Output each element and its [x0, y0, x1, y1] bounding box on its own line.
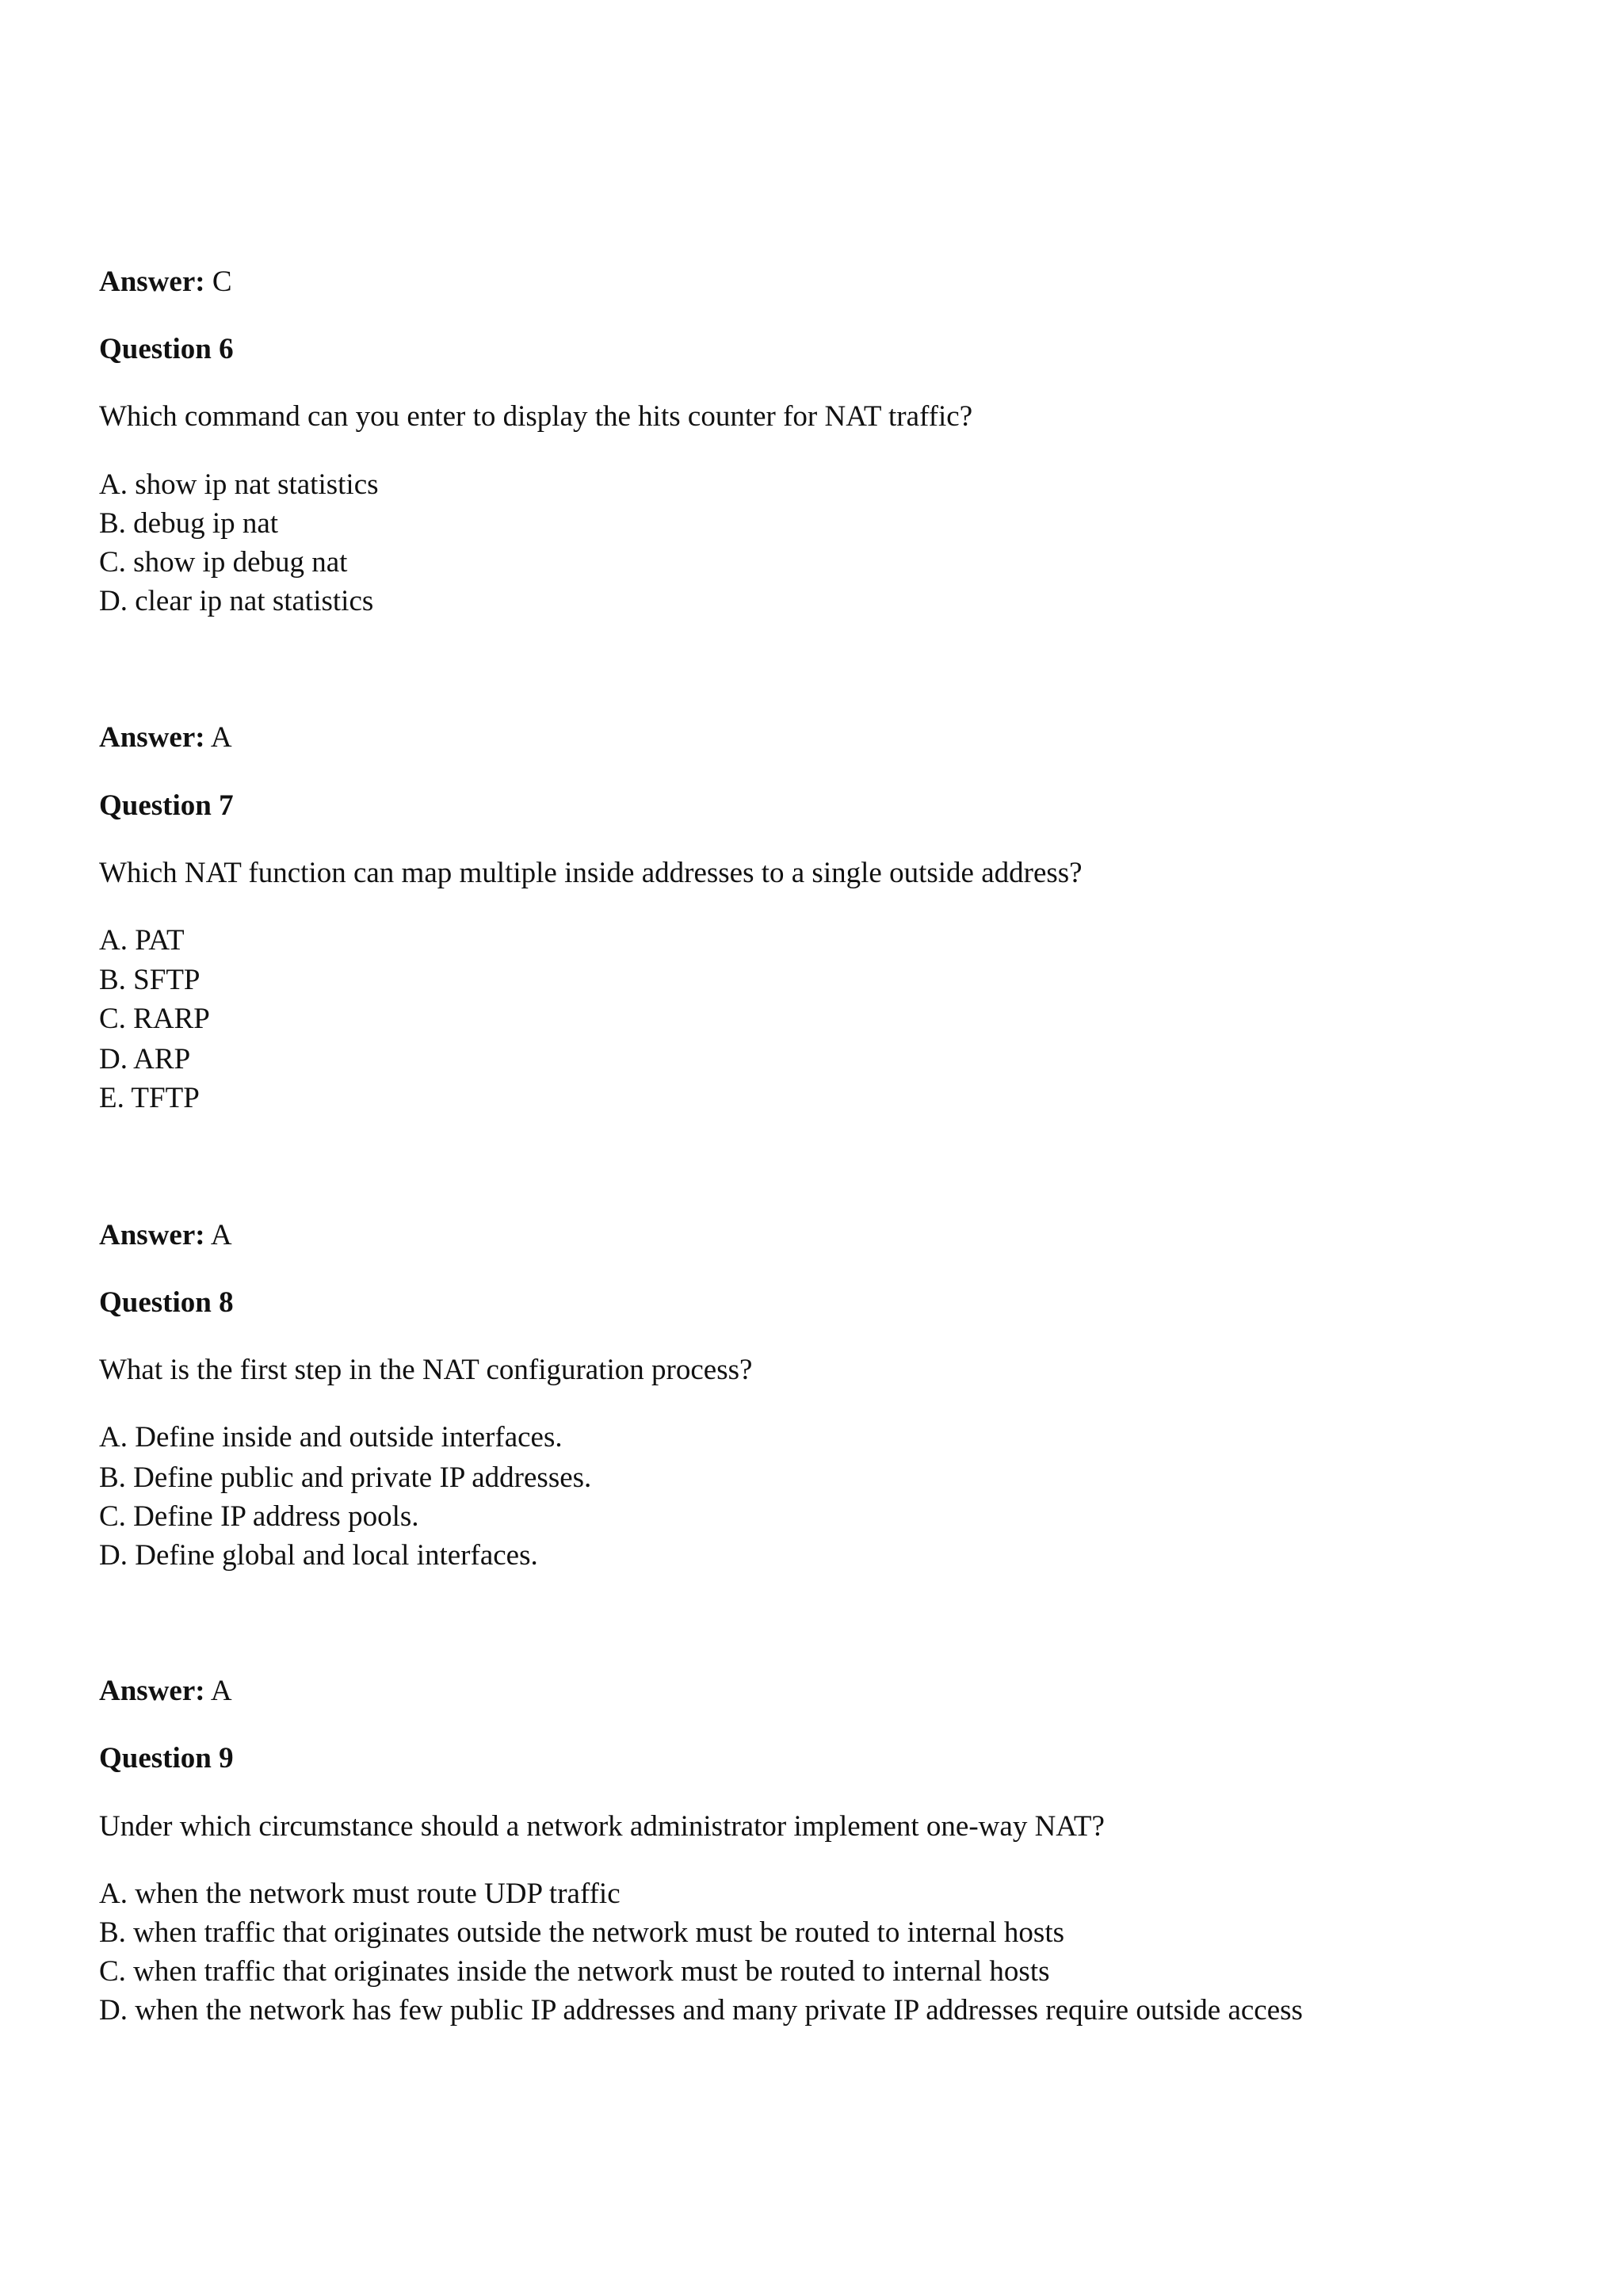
- question-text: Under which circumstance should a network administrator implement one-way NAT?: [99, 1810, 1105, 1843]
- question-title: Question 9: [99, 1742, 234, 1775]
- answer-value: A: [210, 1675, 232, 1707]
- answer-value: C: [212, 266, 232, 298]
- option-item: D. Define global and local interfaces.: [99, 1539, 538, 1572]
- option-item: D. clear ip nat statistics: [99, 585, 374, 617]
- question-text: Which command can you enter to display the hits counter for NAT traffic?: [99, 400, 973, 433]
- answer-line: [99, 263, 232, 301]
- option-item: A. show ip nat statistics: [99, 468, 379, 501]
- answer-line: [99, 1217, 232, 1255]
- question-title: Question 6: [99, 333, 234, 365]
- option-item: B. Define public and private IP addresses.: [99, 1461, 592, 1494]
- option-item: B. debug ip nat: [99, 507, 279, 540]
- option-item: C. when traffic that originates inside the network must be routed to internal hosts: [99, 1955, 1050, 1988]
- question-title: Question 7: [99, 789, 234, 822]
- answer-line: [99, 719, 232, 757]
- option-item: D. ARP: [99, 1043, 191, 1075]
- option-item: A. Define inside and outside interfaces.: [99, 1421, 563, 1454]
- option-item: D. when the network has few public IP addresses and many private IP addresses require outside access: [99, 1994, 1303, 2027]
- option-item: B. SFTP: [99, 964, 200, 996]
- answer-label: Answer:: [99, 721, 205, 754]
- answer-value: A: [210, 721, 232, 754]
- option-item: C. show ip debug nat: [99, 546, 348, 579]
- answer-label: Answer:: [99, 1219, 205, 1251]
- question-text: What is the first step in the NAT configuration process?: [99, 1354, 753, 1386]
- question-title: Question 8: [99, 1286, 234, 1319]
- question-text: Which NAT function can map multiple inside addresses to a single outside address?: [99, 857, 1083, 889]
- option-item: C. Define IP address pools.: [99, 1500, 419, 1533]
- option-item: C. RARP: [99, 1003, 210, 1035]
- answer-line: [99, 1672, 232, 1710]
- answer-value: A: [210, 1219, 232, 1251]
- option-item: B. when traffic that originates outside the network must be routed to internal hosts: [99, 1916, 1065, 1949]
- option-item: E. TFTP: [99, 1082, 200, 1114]
- answer-label: Answer:: [99, 266, 205, 298]
- option-item: A. PAT: [99, 924, 185, 957]
- option-item: A. when the network must route UDP traffic: [99, 1878, 621, 1910]
- answer-label: Answer:: [99, 1675, 205, 1707]
